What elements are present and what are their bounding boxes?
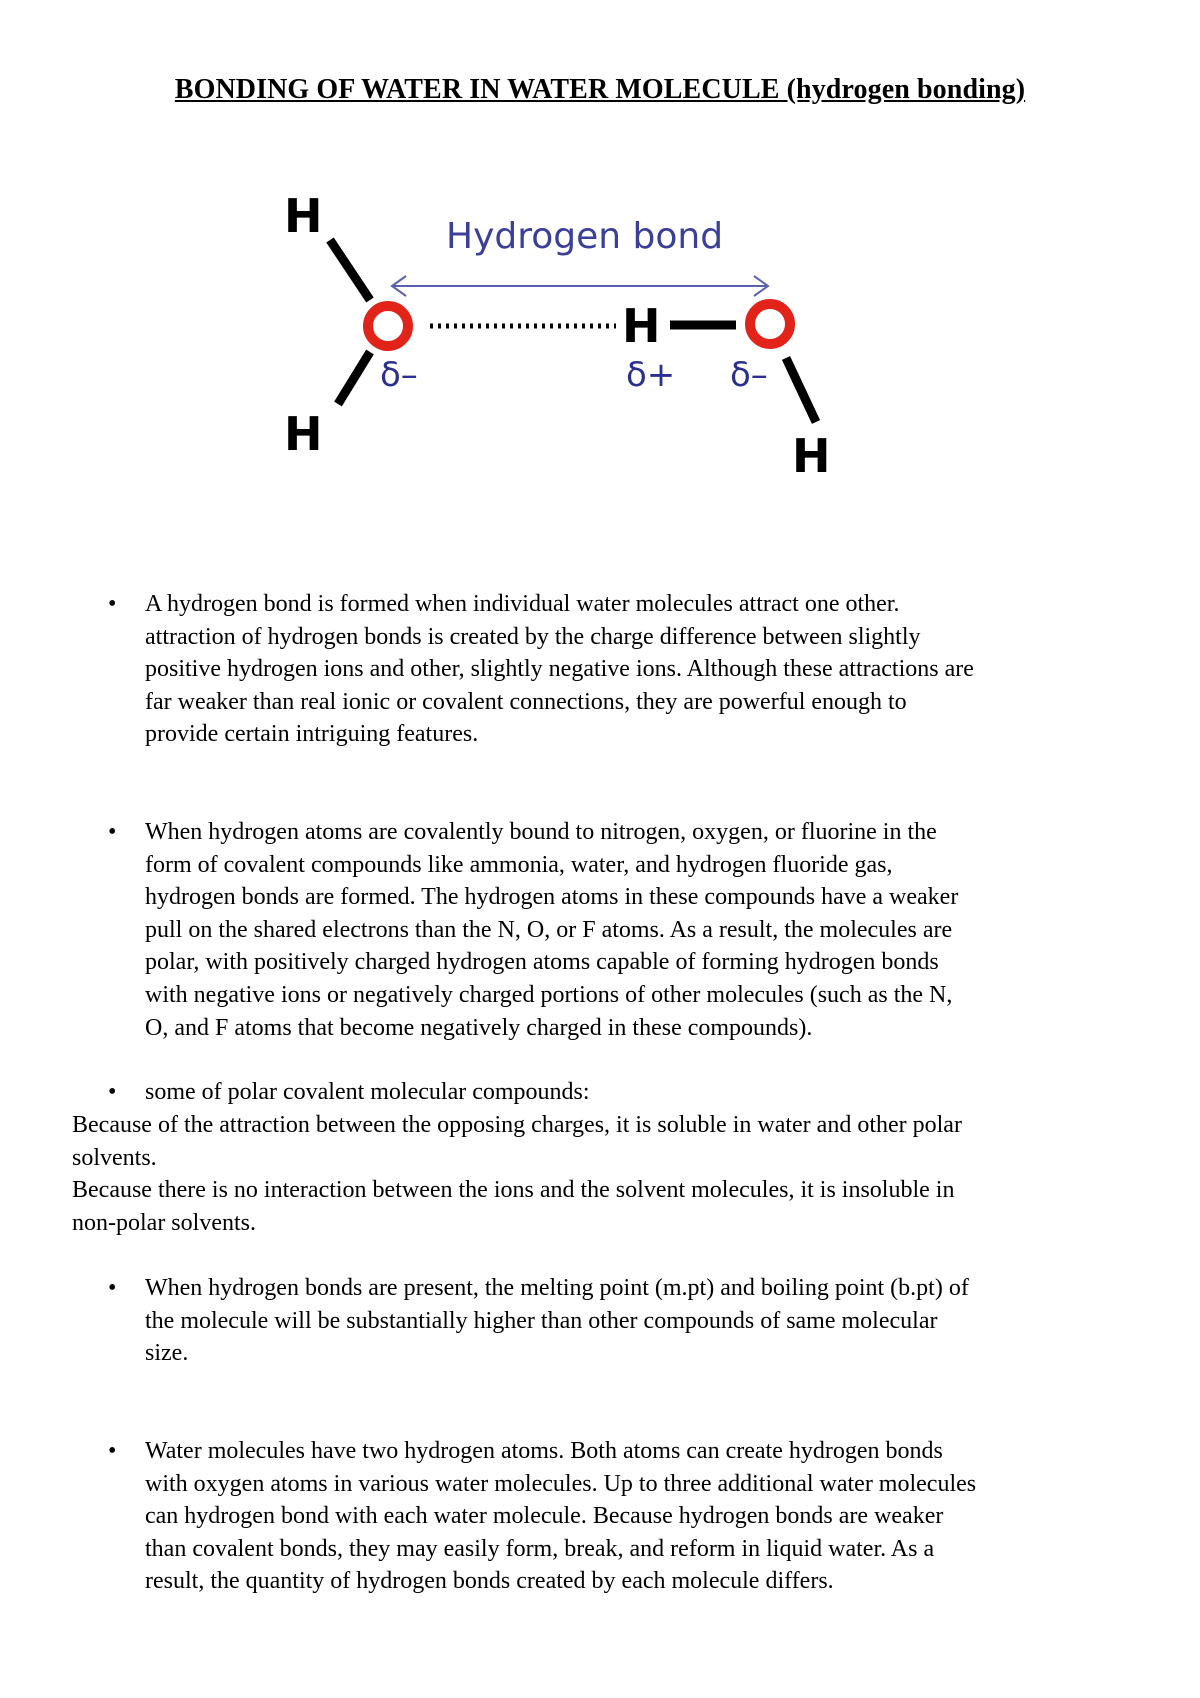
page-title: BONDING OF WATER IN WATER MOLECULE (hydrogen bonding) — [174, 74, 1026, 105]
bullet-icon: • — [108, 1079, 117, 1105]
hydrogen-atom-bottom-right: H — [792, 429, 831, 483]
bullet-text: When hydrogen atoms are covalently bound to nitrogen, oxygen, or fluorine in the form of covalent compounds like ammonia, water, and hydrogen fluoride gas, hydrogen bonds are formed. The hydrogen atoms in these compounds have a weaker pull on the shared electrons than the N, O, or F atoms. As a result, the molecules are polar, with positively charged hydrogen atoms capable of forming hydrogen bonds with negative ions or negatively charged portions of other molecules (such as the N, O, and F atoms that become negatively charged in these compounds). — [145, 819, 959, 1041]
delta-plus-middle: δ+ — [626, 355, 676, 395]
oxygen-atom-left — [368, 306, 408, 346]
double-arrow-icon — [392, 276, 768, 296]
bullet-text: A hydrogen bond is formed when individual water molecules attract one other. attraction of hydrogen bonds is created by the charge difference between slightly positive hydrogen ions and other, slightly negative ions. Although these attractions are far weaker than real ionic or covalent connections, they are powerful enough to provide certain intriguing features. — [145, 591, 974, 748]
covalent-bond-top-left — [330, 240, 370, 300]
bullet-icon: • — [108, 1275, 117, 1301]
bullet-text: some of polar covalent molecular compounds: — [145, 1079, 590, 1105]
delta-minus-left: δ– — [380, 355, 418, 395]
bullet-text: Water molecules have two hydrogen atoms. Both atoms can create hydrogen bonds with oxygen atoms in various water molecules. Up to three additional water molecules can hydrogen bond with each water molecule. Because hydrogen bonds are weaker than covalent bonds, they may easily form, break, and reform in liquid water. As a result, the quantity of hydrogen bonds created by each molecule differs. — [145, 1438, 977, 1595]
hydrogen-atom-bottom-left: H — [284, 407, 323, 461]
hydrogen-atom-top-left: H — [284, 189, 323, 243]
delta-minus-right: δ– — [730, 355, 768, 395]
bullet-text: When hydrogen bonds are present, the melting point (m.pt) and boiling point (b.pt) of the molecule will be substantially higher than other compounds of same molecular size. — [145, 1275, 969, 1367]
hydrogen-bond-label: Hydrogen bond — [446, 216, 724, 257]
bullet-icon: • — [108, 591, 117, 617]
covalent-bond-bottom-left — [338, 352, 370, 404]
hydrogen-atom-middle: H — [622, 299, 661, 353]
hydrogen-bond-diagram — [284, 189, 910, 520]
bullet-icon: • — [108, 1438, 117, 1464]
hydrogen-bond-svg — [284, 189, 910, 520]
covalent-bond-bottom-right — [786, 358, 816, 422]
oxygen-atom-right — [750, 304, 790, 344]
bullet-icon: • — [108, 819, 117, 845]
polar-compounds-paragraph: Because of the attraction between the opposing charges, it is soluble in water and other polar solvents. Because there is no interaction between the ions and the solvent molecules, it is insoluble in non-polar solvents. — [72, 1112, 962, 1236]
